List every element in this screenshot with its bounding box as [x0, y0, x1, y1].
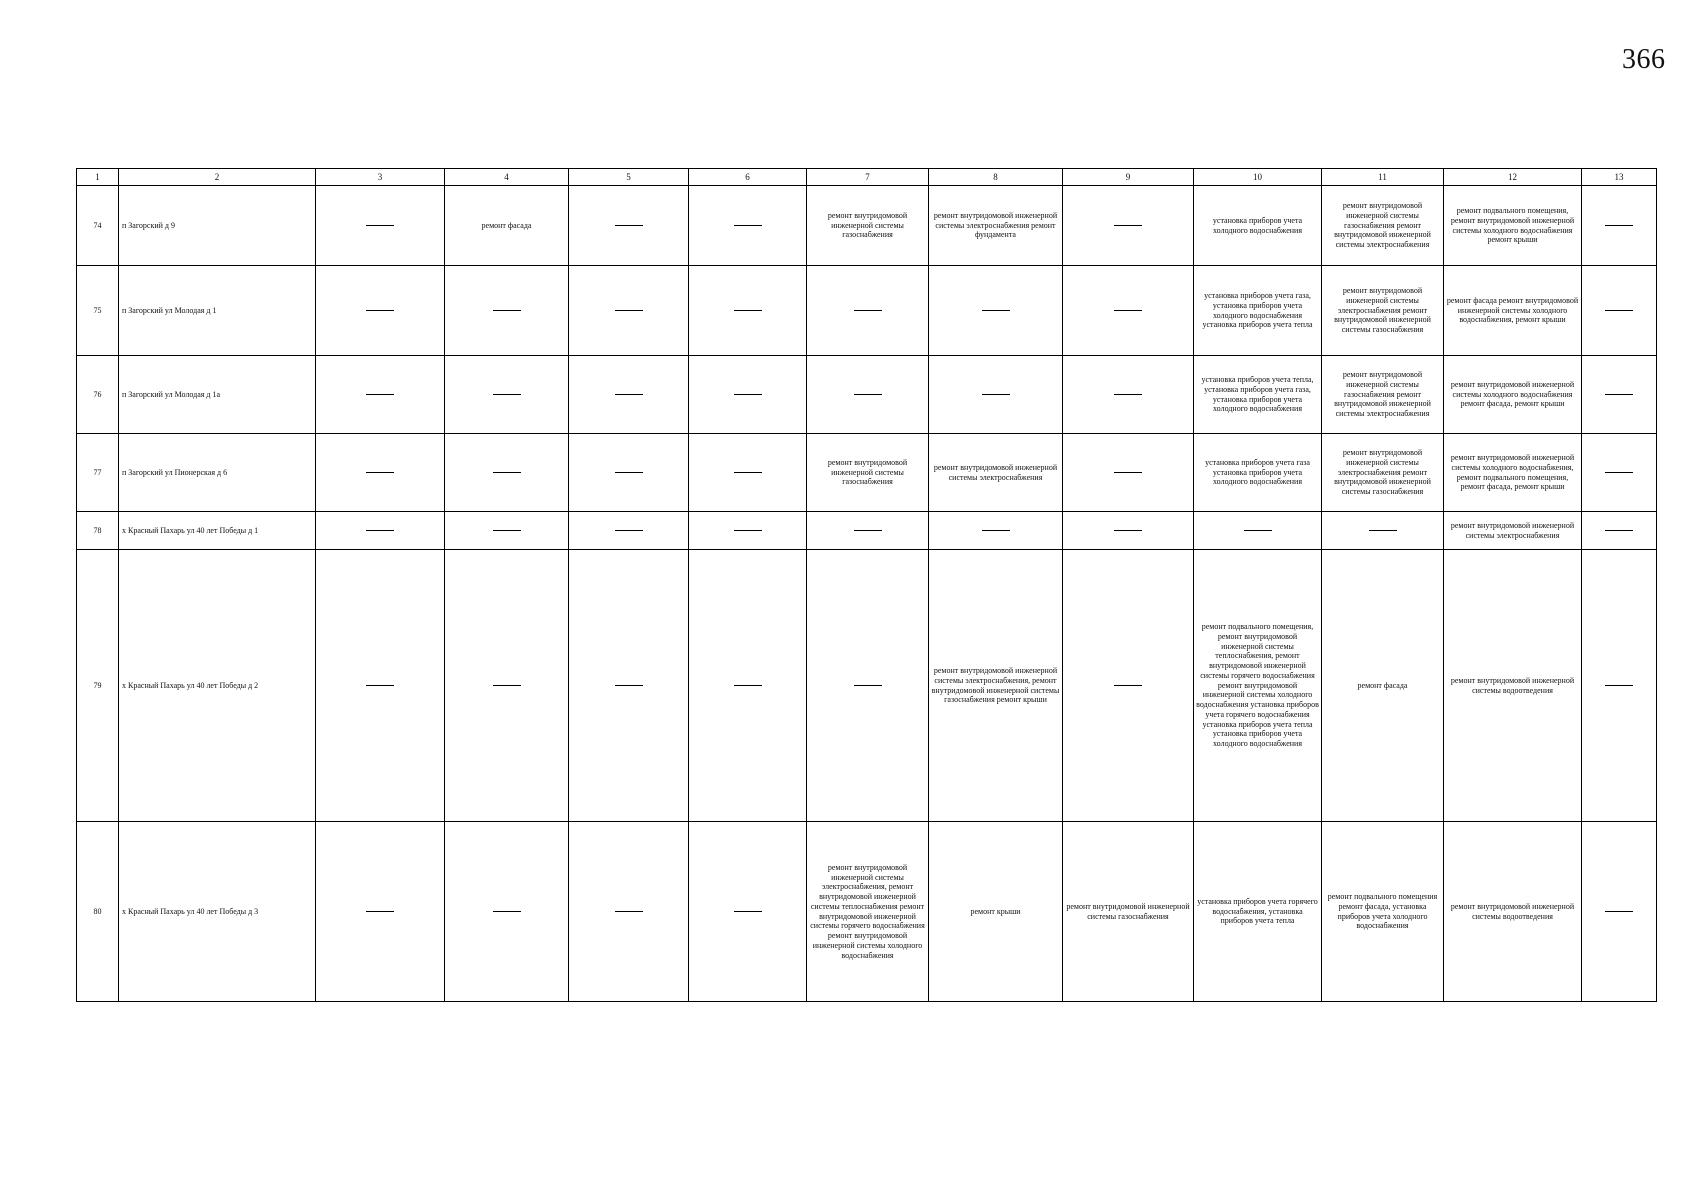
empty-dash-cell	[1582, 550, 1657, 822]
repair-program-table	[76, 168, 1657, 1002]
empty-dash-cell	[689, 512, 807, 550]
column-number: 4	[445, 169, 569, 186]
empty-dash-cell	[1063, 186, 1194, 266]
column-number: 10	[1194, 169, 1322, 186]
empty-dash-cell	[807, 550, 929, 822]
dash-mark	[982, 310, 1010, 311]
work-cell: ремонт внутридомовой инженерной системы газоснабжения ремонт внутридомовой инженерной системы электроснабжения	[1322, 186, 1444, 266]
empty-dash-cell	[1582, 356, 1657, 434]
dash-mark	[615, 530, 643, 531]
work-cell: установка приборов учета тепла, установка приборов учета газа, установка приборов учета холодного водоснабжения	[1194, 356, 1322, 434]
empty-dash-cell	[1582, 512, 1657, 550]
empty-dash-cell	[316, 186, 445, 266]
work-cell: ремонт внутридомовой инженерной системы водоотведения	[1444, 550, 1582, 822]
empty-dash-cell	[1582, 186, 1657, 266]
dash-mark	[854, 310, 882, 311]
dash-mark	[734, 225, 762, 226]
dash-mark	[1369, 530, 1397, 531]
work-cell: ремонт подвального помещения, ремонт внутридомовой инженерной системы теплоснабжения, ремонт внутридомовой инженерной системы горячего водоснабжения ремонт внутридомовой инженерной системы холодного водоснабжения установка приборов учета горячего водоснабжения установка приборов учета тепла установка приборов учета холодного водоснабжения	[1194, 550, 1322, 822]
dash-mark	[493, 394, 521, 395]
table-row	[77, 512, 1657, 550]
empty-dash-cell	[1194, 512, 1322, 550]
row-number: 76	[77, 356, 119, 434]
work-cell: ремонт внутридомовой инженерной системы газоснабжения	[1063, 822, 1194, 1002]
work-cell: установка приборов учета холодного водоснабжения	[1194, 186, 1322, 266]
empty-dash-cell	[316, 434, 445, 512]
table-row	[77, 266, 1657, 356]
table-row	[77, 822, 1657, 1002]
table-row	[77, 434, 1657, 512]
dash-mark	[366, 472, 394, 473]
address-cell: х Красный Пахарь ул 40 лет Победы д 1	[119, 512, 316, 550]
dash-mark	[615, 911, 643, 912]
column-number: 11	[1322, 169, 1444, 186]
dash-mark	[1114, 225, 1142, 226]
dash-mark	[1605, 225, 1633, 226]
table-row	[77, 550, 1657, 822]
work-cell: ремонт внутридомовой инженерной системы водоотведения	[1444, 822, 1582, 1002]
empty-dash-cell	[569, 550, 689, 822]
dash-mark	[854, 685, 882, 686]
column-number: 2	[119, 169, 316, 186]
empty-dash-cell	[569, 512, 689, 550]
empty-dash-cell	[1582, 434, 1657, 512]
empty-dash-cell	[316, 266, 445, 356]
empty-dash-cell	[1063, 512, 1194, 550]
empty-dash-cell	[689, 550, 807, 822]
empty-dash-cell	[569, 356, 689, 434]
dash-mark	[734, 530, 762, 531]
dash-mark	[493, 472, 521, 473]
address-cell: п Загорский ул Молодая д 1	[119, 266, 316, 356]
empty-dash-cell	[689, 822, 807, 1002]
column-number: 5	[569, 169, 689, 186]
column-number: 1	[77, 169, 119, 186]
dash-mark	[1114, 685, 1142, 686]
work-cell: ремонт внутридомовой инженерной системы электроснабжения ремонт внутридомовой инженерной системы газоснабжения	[1322, 434, 1444, 512]
empty-dash-cell	[929, 356, 1063, 434]
empty-dash-cell	[445, 266, 569, 356]
work-cell: ремонт фасада	[445, 186, 569, 266]
dash-mark	[1114, 394, 1142, 395]
empty-dash-cell	[1063, 266, 1194, 356]
empty-dash-cell	[807, 356, 929, 434]
empty-dash-cell	[445, 512, 569, 550]
column-number: 9	[1063, 169, 1194, 186]
dash-mark	[982, 530, 1010, 531]
column-number: 3	[316, 169, 445, 186]
work-cell: ремонт фасада ремонт внутридомовой инженерной системы холодного водоснабжения, ремонт крыши	[1444, 266, 1582, 356]
work-cell: установка приборов учета газа установка приборов учета холодного водоснабжения	[1194, 434, 1322, 512]
empty-dash-cell	[1582, 266, 1657, 356]
work-cell: ремонт внутридомовой инженерной системы холодного водоснабжения, ремонт подвального помещения, ремонт фасада, ремонт крыши	[1444, 434, 1582, 512]
column-number: 6	[689, 169, 807, 186]
empty-dash-cell	[689, 266, 807, 356]
column-number: 8	[929, 169, 1063, 186]
work-cell: ремонт подвального помещения, ремонт внутридомовой инженерной системы холодного водоснабжения ремонт крыши	[1444, 186, 1582, 266]
column-number: 12	[1444, 169, 1582, 186]
row-number: 80	[77, 822, 119, 1002]
work-cell: ремонт внутридомовой инженерной системы электроснабжения	[929, 434, 1063, 512]
dash-mark	[615, 685, 643, 686]
empty-dash-cell	[569, 266, 689, 356]
empty-dash-cell	[929, 512, 1063, 550]
dash-mark	[1114, 310, 1142, 311]
empty-dash-cell	[445, 822, 569, 1002]
empty-dash-cell	[569, 822, 689, 1002]
empty-dash-cell	[445, 434, 569, 512]
row-number: 77	[77, 434, 119, 512]
page-number: 366	[1622, 44, 1666, 75]
work-cell: установка приборов учета горячего водоснабжения, установка приборов учета тепла	[1194, 822, 1322, 1002]
work-cell: ремонт внутридомовой инженерной системы электроснабжения, ремонт внутридомовой инженерной системы газоснабжения ремонт крыши	[929, 550, 1063, 822]
empty-dash-cell	[569, 434, 689, 512]
work-cell: ремонт внутридомовой инженерной системы электроснабжения, ремонт внутридомовой инженерной системы теплоснабжения ремонт внутридомовой инженерной системы горячего водоснабжения ремонт внутридомовой инженерной системы холодного водоснабжения	[807, 822, 929, 1002]
dash-mark	[734, 472, 762, 473]
dash-mark	[366, 310, 394, 311]
empty-dash-cell	[316, 512, 445, 550]
dash-mark	[366, 394, 394, 395]
column-number: 13	[1582, 169, 1657, 186]
column-number-row	[77, 169, 1657, 186]
work-cell: ремонт крыши	[929, 822, 1063, 1002]
empty-dash-cell	[689, 434, 807, 512]
dash-mark	[1605, 530, 1633, 531]
dash-mark	[1114, 530, 1142, 531]
dash-mark	[1605, 394, 1633, 395]
empty-dash-cell	[1063, 550, 1194, 822]
dash-mark	[615, 394, 643, 395]
empty-dash-cell	[807, 512, 929, 550]
empty-dash-cell	[1063, 356, 1194, 434]
empty-dash-cell	[807, 266, 929, 356]
dash-mark	[734, 310, 762, 311]
address-cell: п Загорский д 9	[119, 186, 316, 266]
dash-mark	[493, 310, 521, 311]
address-cell: х Красный Пахарь ул 40 лет Победы д 2	[119, 550, 316, 822]
dash-mark	[366, 530, 394, 531]
dash-mark	[1244, 530, 1272, 531]
dash-mark	[493, 530, 521, 531]
empty-dash-cell	[1322, 512, 1444, 550]
dash-mark	[615, 472, 643, 473]
dash-mark	[1605, 472, 1633, 473]
empty-dash-cell	[316, 356, 445, 434]
empty-dash-cell	[1063, 434, 1194, 512]
work-cell: ремонт внутридомовой инженерной системы электроснабжения ремонт внутридомовой инженерной системы газоснабжения	[1322, 266, 1444, 356]
table-row	[77, 356, 1657, 434]
dash-mark	[1605, 911, 1633, 912]
dash-mark	[1605, 310, 1633, 311]
row-number: 74	[77, 186, 119, 266]
work-cell: ремонт подвального помещения ремонт фасада, установка приборов учета холодного водоснабжения	[1322, 822, 1444, 1002]
empty-dash-cell	[689, 356, 807, 434]
dash-mark	[366, 685, 394, 686]
row-number: 79	[77, 550, 119, 822]
empty-dash-cell	[445, 550, 569, 822]
dash-mark	[493, 685, 521, 686]
address-cell: п Загорский ул Пионерская д 6	[119, 434, 316, 512]
dash-mark	[854, 394, 882, 395]
dash-mark	[615, 310, 643, 311]
dash-mark	[1114, 472, 1142, 473]
empty-dash-cell	[689, 186, 807, 266]
empty-dash-cell	[569, 186, 689, 266]
dash-mark	[734, 394, 762, 395]
dash-mark	[982, 394, 1010, 395]
empty-dash-cell	[1582, 822, 1657, 1002]
work-cell: ремонт внутридомовой инженерной системы газоснабжения	[807, 186, 929, 266]
empty-dash-cell	[316, 822, 445, 1002]
dash-mark	[734, 911, 762, 912]
dash-mark	[366, 225, 394, 226]
dash-mark	[1605, 685, 1633, 686]
work-cell: ремонт внутридомовой инженерной системы холодного водоснабжения ремонт фасада, ремонт крыши	[1444, 356, 1582, 434]
dash-mark	[615, 225, 643, 226]
table-row	[77, 186, 1657, 266]
empty-dash-cell	[929, 266, 1063, 356]
address-cell: х Красный Пахарь ул 40 лет Победы д 3	[119, 822, 316, 1002]
dash-mark	[493, 911, 521, 912]
work-cell: установка приборов учета газа, установка приборов учета холодного водоснабжения установка приборов учета тепла	[1194, 266, 1322, 356]
work-cell: ремонт внутридомовой инженерной системы электроснабжения ремонт фундамента	[929, 186, 1063, 266]
column-number: 7	[807, 169, 929, 186]
empty-dash-cell	[445, 356, 569, 434]
address-cell: п Загорский ул Молодая д 1а	[119, 356, 316, 434]
work-cell: ремонт внутридомовой инженерной системы электроснабжения	[1444, 512, 1582, 550]
work-cell: ремонт внутридомовой инженерной системы газоснабжения ремонт внутридомовой инженерной системы электроснабжения	[1322, 356, 1444, 434]
dash-mark	[734, 685, 762, 686]
row-number: 75	[77, 266, 119, 356]
work-cell: ремонт фасада	[1322, 550, 1444, 822]
dash-mark	[366, 911, 394, 912]
empty-dash-cell	[316, 550, 445, 822]
row-number: 78	[77, 512, 119, 550]
dash-mark	[854, 530, 882, 531]
work-cell: ремонт внутридомовой инженерной системы газоснабжения	[807, 434, 929, 512]
